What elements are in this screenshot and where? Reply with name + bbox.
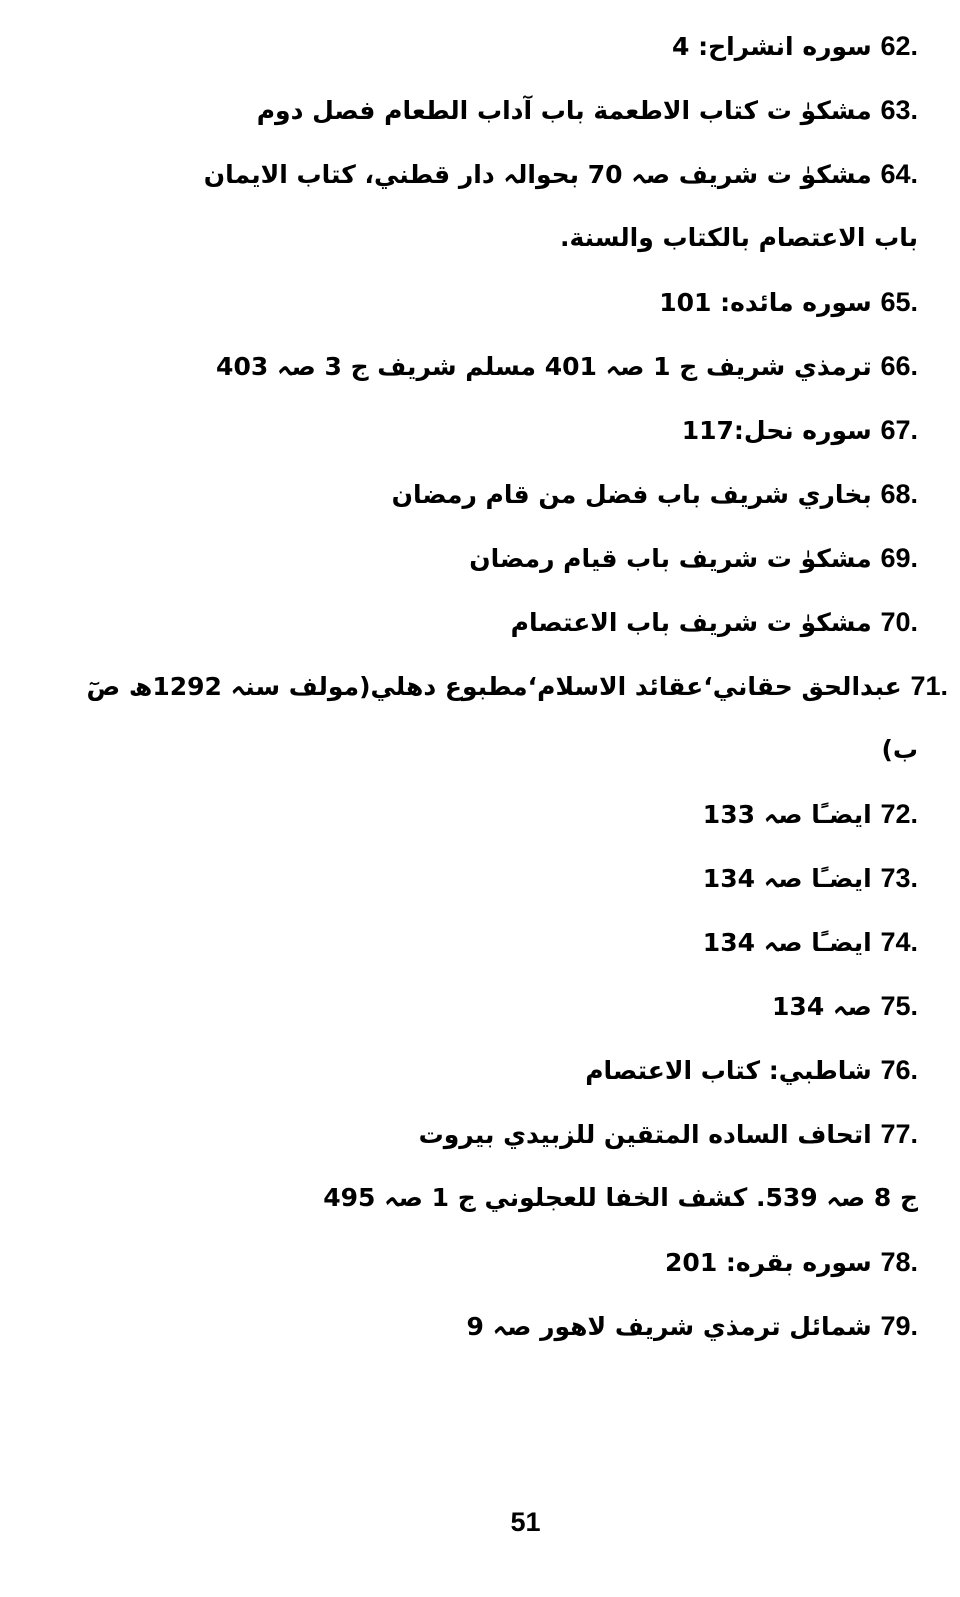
reference-number: 76. <box>880 1055 918 1085</box>
reference-text: مشكوٰ ت شريف باب الاعتصام <box>510 608 872 637</box>
reference-text: شاطبي: كتاب الاعتصام <box>585 1056 872 1085</box>
reference-item-65 <box>18 270 918 334</box>
reference-item-64-continued <box>18 206 918 270</box>
reference-item-67 <box>18 398 918 462</box>
reference-number: 70. <box>880 607 918 637</box>
reference-item-68 <box>18 462 918 526</box>
reference-item-77 <box>18 1102 918 1166</box>
reference-text: عبدالحق حقاني‘عقائد الاسلام‘مطبوع دهلي(مولف سنہ 1292ھ صٓ <box>86 672 902 701</box>
reference-number: 69. <box>880 543 918 573</box>
reference-item-64 <box>18 142 918 206</box>
reference-number: 74. <box>880 927 918 957</box>
reference-text: مشكوٰ ت كتاب الاطعمة باب آداب الطعام فصل دوم <box>256 96 872 125</box>
reference-item-71-continued <box>18 718 918 782</box>
reference-text: مشكوٰ ت شريف باب قيام رمضان <box>469 544 872 573</box>
reference-text: صہ 134 <box>772 992 872 1021</box>
reference-number: 62. <box>880 31 918 61</box>
reference-number: 78. <box>880 1247 918 1277</box>
reference-number: 72. <box>880 799 918 829</box>
reference-item-63 <box>18 78 918 142</box>
reference-number: 66. <box>880 351 918 381</box>
reference-text: اتحاف الساده المتقين للزبيدي بيروت <box>418 1120 872 1149</box>
page-number: 51 <box>510 1507 541 1537</box>
reference-item-71 <box>18 654 948 718</box>
reference-text: سوره نحل:117 <box>681 416 872 445</box>
reference-item-72 <box>18 782 918 846</box>
reference-text: ايضـًا صہ 134 <box>702 928 872 957</box>
reference-item-75 <box>18 974 918 1038</box>
reference-text: سوره انشراح: 4 <box>671 32 872 61</box>
reference-item-70 <box>18 590 918 654</box>
reference-item-62 <box>18 14 918 78</box>
reference-number: 75. <box>880 991 918 1021</box>
reference-item-74 <box>18 910 918 974</box>
reference-number: 71. <box>910 671 948 701</box>
reference-number: 68. <box>880 479 918 509</box>
reference-text: باب الاعتصام بالكتاب والسنة. <box>559 223 918 252</box>
reference-item-78 <box>18 1230 918 1294</box>
reference-text: مشكوٰ ت شريف صہ 70 بحوالہ دار قطني، كتاب الايمان <box>203 160 872 189</box>
reference-item-69 <box>18 526 918 590</box>
reference-number: 63. <box>880 95 918 125</box>
reference-text: سوره بقره: 201 <box>665 1248 872 1277</box>
reference-number: 67. <box>880 415 918 445</box>
reference-list <box>18 14 948 1358</box>
reference-text: ج 8 صہ 539. كشف الخفا للعجلوني ج 1 صہ 495 <box>323 1183 918 1212</box>
reference-number: 79. <box>880 1311 918 1341</box>
reference-item-79 <box>18 1294 918 1358</box>
reference-text: ترمذي شريف ج 1 صہ 401 مسلم شريف ج 3 صہ 403 <box>216 352 872 381</box>
reference-item-66 <box>18 334 918 398</box>
reference-text: ب) <box>881 735 918 764</box>
reference-text: بخاري شريف باب فضل من قام رمضان <box>391 480 872 509</box>
reference-item-73 <box>18 846 918 910</box>
reference-text: ايضـًا صہ 133 <box>702 800 872 829</box>
reference-text: ايضـًا صہ 134 <box>702 864 872 893</box>
reference-item-77-continued <box>18 1166 918 1230</box>
reference-text: سوره مائده: 101 <box>659 288 872 317</box>
reference-text: شمائل ترمذي شريف لاهور صہ 9 <box>466 1312 872 1341</box>
reference-number: 73. <box>880 863 918 893</box>
reference-number: 77. <box>880 1119 918 1149</box>
reference-number: 65. <box>880 287 918 317</box>
reference-item-76 <box>18 1038 918 1102</box>
reference-number: 64. <box>880 159 918 189</box>
